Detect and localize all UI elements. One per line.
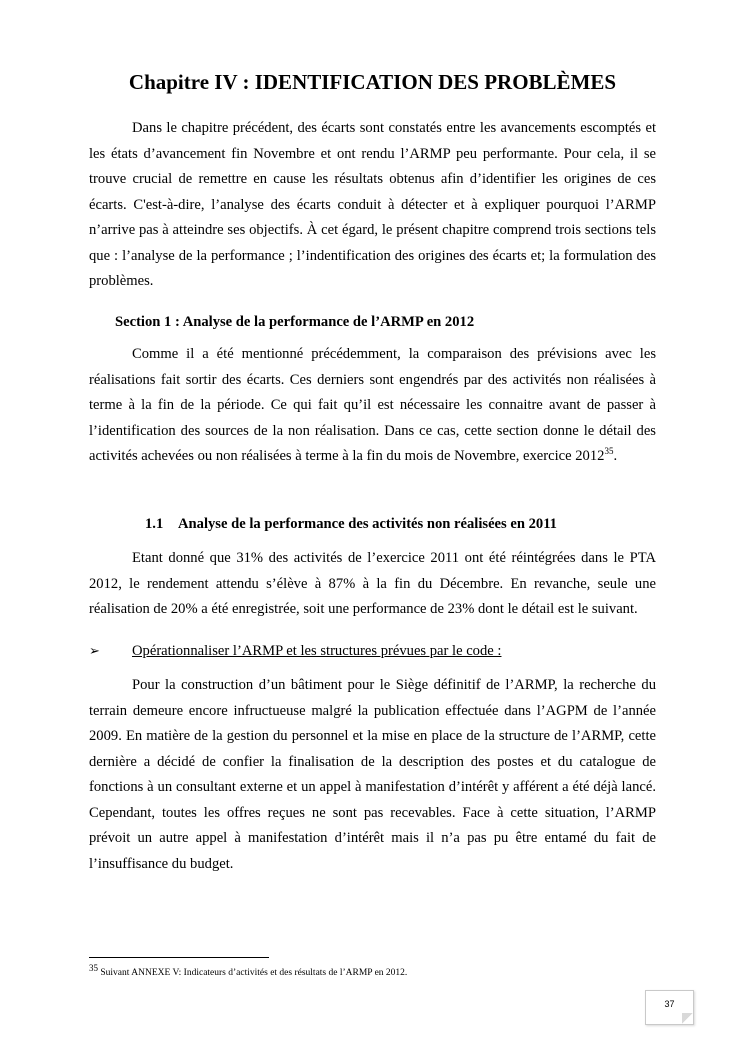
page-curl-icon (682, 1013, 693, 1024)
subsection-number: 1.1 (145, 516, 164, 532)
bullet-heading (89, 643, 501, 660)
section1-paragraph (89, 342, 656, 470)
bullet-paragraph: Pour la construction d’un bâtiment pour le Siège définitif de l’ARMP, la recherche du terrain demeure encore infructueuse malgré la publication effectuée dans l’AGPM de l’année 2009. En matière de la gestion du personnel et la mise en place de la structure de l’ARMP, cette dernière a décidé de confier la finalisation de la description des postes et du catalogue de fonctions à un consultant externe et un appel à manifestation d’intérêt y afférent a été déjà lancé. Cependant, toutes les offres reçues ne sont pas recevables. Face à cette situation, l’ARMP prévoit un autre appel à manifestation d’intérêt mais il n’a pas pu être entamé du fait de l’insuffisance du budget. (89, 677, 656, 872)
subsection-paragraph: Etant donné que 31% des activités de l’exercice 2011 ont été réintégrées dans le PTA 2012, le rendement attendu s’élève à 87% à la fin du Décembre. En revanche, seule une réalisation de 20% a été enregistrée, soit une performance de 23% dont le détail est le suivant. (89, 550, 656, 617)
section1-title: Section 1 : Analyse de la performance de l’ARMP en 2012 (115, 314, 475, 330)
footnote-ref[interactable]: 35 (604, 446, 614, 457)
bullet-heading-text: Opérationnaliser l’ARMP et les structures prévues par le code : (132, 643, 502, 659)
subsection-title: Analyse de la performance des activités non réalisées en 2011 (178, 516, 557, 532)
chapter-title: Chapitre IV : IDENTIFICATION DES PROBLÈMES (128, 70, 617, 94)
footnote-number: 35 (89, 963, 98, 973)
footnote-text: Suivant ANNEXE V: Indicateurs d’activités et des résultats de l’ARMP en 2012. (98, 968, 408, 979)
page-number-box (645, 990, 694, 1025)
arrow-bullet-icon: ➢ (89, 643, 100, 658)
section1-paragraph-end: . (613, 448, 618, 464)
footnote (89, 963, 408, 979)
page-number: 37 (664, 999, 675, 1009)
section1-paragraph-text: Comme il a été mentionné précédemment, la comparaison des prévisions avec les réalisations fait sortir des écarts. Ces derniers sont engendrés par des activités non réalisées à terme à la fin de la période. Ce qui fait qu’il est nécessaire les connaitre avant de passer à l’identification des sources de la non réalisation. Dans ce cas, cette section donne le détail des activités achevées ou non réalisées à terme à la fin du mois de Novembre, exercice 2012 (89, 346, 656, 464)
footnote-divider (89, 957, 269, 958)
subsection-heading (145, 516, 557, 533)
intro-paragraph: Dans le chapitre précédent, des écarts sont constatés entre les avancements escomptés et les états d’avancement fin Novembre et ont rendu l’ARMP peu performante. Pour cela, il se trouve crucial de remettre en cause les résultats obtenus afin d’identifier les origines de ces écarts. C'est-à-dire, l’analyse des écarts conduit à détecter et à expliquer pourquoi l’ARMP n’arrive pas à atteindre ses objectifs. À cet égard, le présent chapitre comprend trois sections tels que : l’analyse de la performance ; l’indentification des origines des écarts et; la formulation des problèmes. (89, 120, 656, 289)
